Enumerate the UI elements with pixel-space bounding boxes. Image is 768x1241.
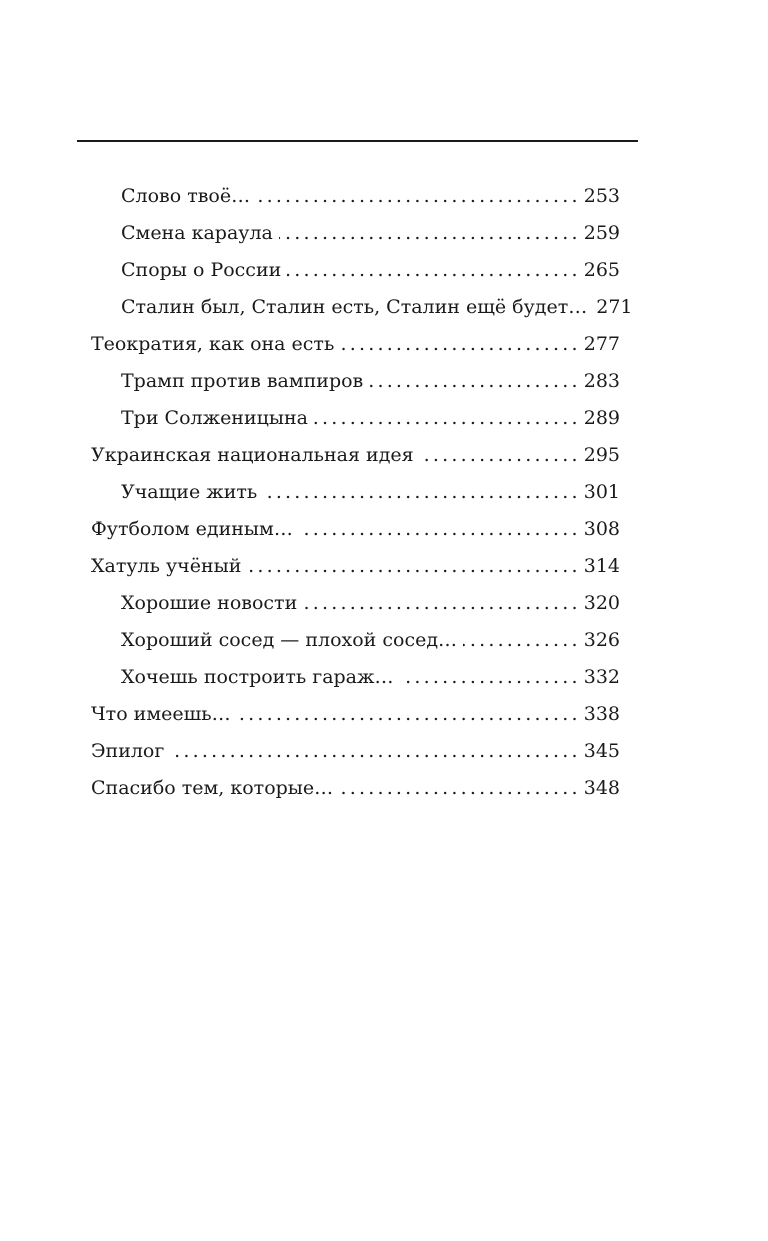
- dot-leader: [279, 215, 581, 252]
- toc-entry-page: 348: [583, 777, 620, 799]
- toc-entry-title: Смена караула: [121, 222, 273, 244]
- toc-entry[interactable]: [121, 178, 620, 215]
- toc-entry[interactable]: [121, 252, 620, 289]
- toc-entry-page: 338: [583, 703, 620, 725]
- toc-entry[interactable]: [91, 696, 620, 733]
- dot-leader: [287, 252, 580, 289]
- toc-entry[interactable]: [91, 326, 620, 363]
- toc-entry[interactable]: [121, 363, 620, 400]
- toc-entry[interactable]: [121, 215, 620, 252]
- toc-entry-page: 283: [583, 370, 620, 392]
- toc-entry-title: Три Солженицына: [121, 407, 308, 429]
- toc-entry-title: Эпилог: [91, 740, 165, 762]
- toc-entry[interactable]: [121, 474, 620, 511]
- dot-leader: [256, 178, 581, 215]
- toc-entry-page: 308: [583, 518, 620, 540]
- toc-entry[interactable]: [91, 511, 620, 548]
- toc-entry-title: Хочешь построить гараж…: [121, 666, 394, 688]
- toc-entry-title: Хорошие новости: [121, 592, 298, 614]
- top-rule: [77, 140, 638, 142]
- toc-entry-title: Учащие жить: [121, 481, 258, 503]
- toc-entry-title: Споры о России: [121, 259, 282, 281]
- toc-entry-title: Сталин был, Сталин есть, Сталин ещё будет…: [121, 296, 588, 318]
- toc-entry-title: Слово твоё…: [121, 185, 251, 207]
- dot-leader: [463, 622, 581, 659]
- dot-leader: [237, 696, 581, 733]
- dot-leader: [263, 474, 581, 511]
- toc-entry-page: 295: [583, 444, 620, 466]
- toc-entry[interactable]: [91, 437, 620, 474]
- toc-entry[interactable]: [91, 770, 620, 807]
- toc-entry-page: 259: [583, 222, 620, 244]
- dot-leader: [369, 363, 580, 400]
- toc-entry-page: 320: [583, 592, 620, 614]
- dot-leader: [170, 733, 580, 770]
- toc-entry-page: 345: [583, 740, 620, 762]
- toc-entry-title: Хатуль учёный: [91, 555, 242, 577]
- dot-leader: [299, 511, 581, 548]
- dot-leader: [314, 400, 581, 437]
- toc-entry[interactable]: [121, 622, 620, 659]
- toc-entry-page: 301: [583, 481, 620, 503]
- toc-entry[interactable]: [91, 733, 620, 770]
- toc-entry-page: 332: [583, 666, 620, 688]
- toc-entry-page: 253: [583, 185, 620, 207]
- dot-leader: [340, 326, 580, 363]
- toc-entry-title: Теократия, как она есть: [91, 333, 335, 355]
- dot-leader: [420, 437, 581, 474]
- toc-entry[interactable]: [91, 548, 620, 585]
- toc-entry-title: Спасибо тем, которые…: [91, 777, 334, 799]
- toc-entry-page: 265: [583, 259, 620, 281]
- toc-entry-title: Футболом единым…: [91, 518, 293, 540]
- toc-entry-page: 271: [596, 296, 633, 318]
- dot-leader: [339, 770, 581, 807]
- toc-entry-page: 277: [583, 333, 620, 355]
- toc-entry-title: Хороший сосед — плохой сосед…: [121, 629, 458, 651]
- toc-entry-title: Украинская национальная идея: [91, 444, 414, 466]
- dot-leader: [303, 585, 581, 622]
- toc-entry[interactable]: [121, 585, 620, 622]
- dot-leader: [400, 659, 581, 696]
- toc-entry-title: Что имеешь…: [91, 703, 231, 725]
- toc-entry-page: 326: [583, 629, 620, 651]
- toc-entry[interactable]: [121, 289, 633, 326]
- toc-entry[interactable]: [121, 400, 620, 437]
- toc-entry-page: 314: [583, 555, 620, 577]
- toc-entry-page: 289: [583, 407, 620, 429]
- dot-leader: [247, 548, 580, 585]
- toc-entry[interactable]: [121, 659, 620, 696]
- toc-entry-title: Трамп против вампиров: [121, 370, 364, 392]
